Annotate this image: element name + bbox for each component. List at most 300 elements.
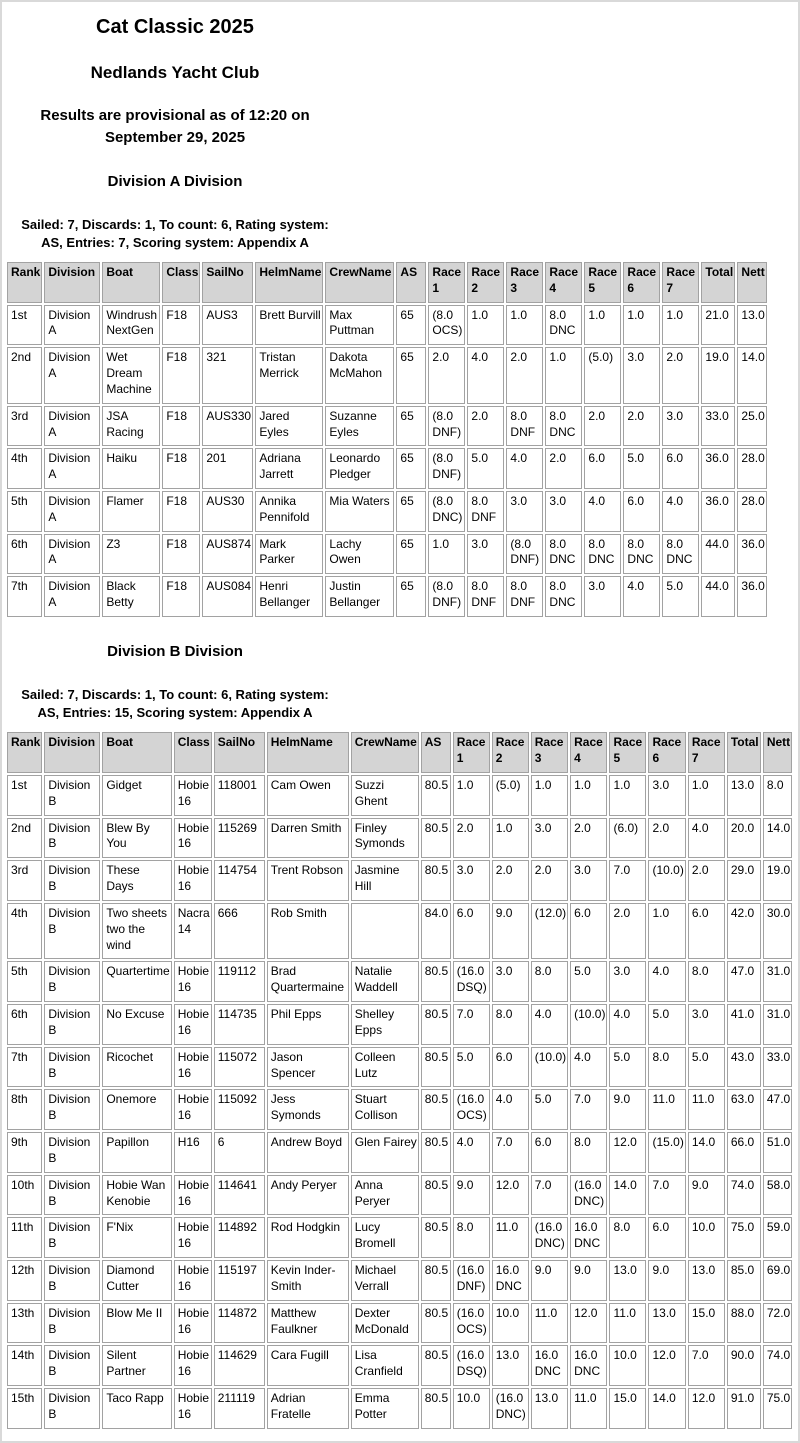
table-row: [7, 1175, 792, 1216]
cell-race-2: 2.0: [467, 406, 504, 447]
cell-race-2: 2.0: [492, 860, 529, 901]
cell-rank: 5th: [7, 961, 42, 1002]
cell-race-3: 1.0: [506, 305, 543, 346]
cell-as: 65: [396, 305, 426, 346]
cell-sailno: AUS084: [202, 576, 253, 617]
column-header-crewname: CrewName: [351, 732, 419, 773]
cell-nett: 51.0: [763, 1132, 792, 1173]
cell-total: 42.0: [727, 903, 761, 959]
cell-race-6: 14.0: [648, 1388, 685, 1429]
cell-as: 80.5: [421, 1089, 451, 1130]
cell-race-1: (16.0 DNF): [453, 1260, 490, 1301]
table-row: [7, 347, 767, 403]
cell-nett: 58.0: [763, 1175, 792, 1216]
cell-rank: 10th: [7, 1175, 42, 1216]
cell-rank: 11th: [7, 1217, 42, 1258]
cell-class: F18: [162, 448, 200, 489]
cell-race-4: 4.0: [570, 1047, 607, 1088]
column-header-total: Total: [701, 262, 735, 303]
cell-race-7: 15.0: [688, 1303, 725, 1344]
cell-boat: Ricochet: [102, 1047, 171, 1088]
cell-race-1: 10.0: [453, 1388, 490, 1429]
cell-sailno: AUS330: [202, 406, 253, 447]
cell-helmname: Jess Symonds: [267, 1089, 349, 1130]
cell-crewname: Suzzi Ghent: [351, 775, 419, 816]
cell-rank: 4th: [7, 448, 42, 489]
cell-nett: 69.0: [763, 1260, 792, 1301]
cell-as: 80.5: [421, 1303, 451, 1344]
cell-division: Division B: [44, 1004, 100, 1045]
cell-boat: JSA Racing: [102, 406, 160, 447]
column-header-race-3: Race 3: [506, 262, 543, 303]
cell-total: 44.0: [701, 576, 735, 617]
cell-nett: 25.0: [737, 406, 766, 447]
cell-race-4: 6.0: [570, 903, 607, 959]
cell-sailno: AUS3: [202, 305, 253, 346]
cell-boat: Blow Me II: [102, 1303, 171, 1344]
cell-race-3: (8.0 DNF): [506, 534, 543, 575]
cell-race-3: 8.0 DNF: [506, 576, 543, 617]
table-row: [7, 491, 767, 532]
cell-division: Division B: [44, 1303, 100, 1344]
cell-race-3: 4.0: [506, 448, 543, 489]
cell-race-6: 6.0: [648, 1217, 685, 1258]
cell-race-1: (16.0 OCS): [453, 1303, 490, 1344]
cell-rank: 1st: [7, 305, 42, 346]
cell-nett: 14.0: [737, 347, 766, 403]
cell-race-4: 3.0: [545, 491, 582, 532]
cell-race-4: 8.0: [570, 1132, 607, 1173]
table-row: [7, 1132, 792, 1173]
cell-race-6: 6.0: [623, 491, 660, 532]
cell-as: 65: [396, 534, 426, 575]
cell-sailno: 114754: [214, 860, 265, 901]
cell-race-3: 8.0 DNF: [506, 406, 543, 447]
cell-boat: These Days: [102, 860, 171, 901]
cell-race-2: 5.0: [467, 448, 504, 489]
cell-race-4: 8.0 DNC: [545, 305, 582, 346]
column-header-race-7: Race 7: [688, 732, 725, 773]
cell-as: 80.5: [421, 818, 451, 859]
cell-total: 63.0: [727, 1089, 761, 1130]
column-header-total: Total: [727, 732, 761, 773]
cell-race-4: 16.0 DNC: [570, 1345, 607, 1386]
cell-boat: Wet Dream Machine: [102, 347, 160, 403]
cell-race-5: 8.0: [609, 1217, 646, 1258]
cell-boat: Onemore: [102, 1089, 171, 1130]
cell-race-2: 4.0: [492, 1089, 529, 1130]
column-header-division: Division: [44, 732, 100, 773]
cell-nett: 8.0: [763, 775, 792, 816]
division-a-section: [5, 173, 795, 619]
column-header-nett: Nett: [763, 732, 792, 773]
cell-as: 65: [396, 448, 426, 489]
cell-race-2: 10.0: [492, 1303, 529, 1344]
cell-race-4: 1.0: [570, 775, 607, 816]
cell-nett: 75.0: [763, 1388, 792, 1429]
cell-as: 80.5: [421, 1132, 451, 1173]
cell-race-1: 6.0: [453, 903, 490, 959]
cell-race-6: 4.0: [623, 576, 660, 617]
cell-race-4: 1.0: [545, 347, 582, 403]
cell-division: Division B: [44, 1345, 100, 1386]
cell-class: Hobie 16: [174, 775, 212, 816]
column-header-crewname: CrewName: [325, 262, 394, 303]
cell-race-7: 6.0: [662, 448, 699, 489]
cell-helmname: Darren Smith: [267, 818, 349, 859]
cell-division: Division B: [44, 818, 100, 859]
cell-total: 43.0: [727, 1047, 761, 1088]
cell-nett: 36.0: [737, 576, 766, 617]
cell-sailno: 118001: [214, 775, 265, 816]
cell-as: 80.5: [421, 1345, 451, 1386]
cell-race-5: 2.0: [609, 903, 646, 959]
cell-race-5: 9.0: [609, 1089, 646, 1130]
cell-sailno: 666: [214, 903, 265, 959]
table-row: [7, 775, 792, 816]
cell-race-5: 7.0: [609, 860, 646, 901]
cell-division: Division A: [44, 491, 100, 532]
cell-helmname: Tristan Merrick: [255, 347, 323, 403]
cell-race-1: (8.0 OCS): [428, 305, 465, 346]
cell-boat: Two sheets two the wind: [102, 903, 171, 959]
table-row: [7, 1303, 792, 1344]
cell-race-1: 3.0: [453, 860, 490, 901]
table-row: [7, 576, 767, 617]
cell-total: 36.0: [701, 448, 735, 489]
cell-class: F18: [162, 576, 200, 617]
cell-rank: 9th: [7, 1132, 42, 1173]
cell-nett: 31.0: [763, 961, 792, 1002]
cell-race-5: 1.0: [609, 775, 646, 816]
cell-crewname: Dexter McDonald: [351, 1303, 419, 1344]
cell-crewname: Max Puttman: [325, 305, 394, 346]
cell-total: 19.0: [701, 347, 735, 403]
cell-class: F18: [162, 406, 200, 447]
cell-race-2: 8.0 DNF: [467, 491, 504, 532]
cell-class: Hobie 16: [174, 1217, 212, 1258]
cell-division: Division B: [44, 1260, 100, 1301]
cell-nett: 72.0: [763, 1303, 792, 1344]
cell-boat: Hobie Wan Kenobie: [102, 1175, 171, 1216]
cell-race-6: (10.0): [648, 860, 685, 901]
cell-race-5: 15.0: [609, 1388, 646, 1429]
cell-division: Division A: [44, 534, 100, 575]
column-header-race-1: Race 1: [453, 732, 490, 773]
cell-race-2: (16.0 DNC): [492, 1388, 529, 1429]
column-header-as: AS: [396, 262, 426, 303]
cell-race-7: 9.0: [688, 1175, 725, 1216]
cell-crewname: Leonardo Pledger: [325, 448, 394, 489]
cell-nett: 28.0: [737, 448, 766, 489]
cell-crewname: Emma Potter: [351, 1388, 419, 1429]
cell-race-7: 3.0: [662, 406, 699, 447]
cell-crewname: Anna Peryer: [351, 1175, 419, 1216]
cell-race-6: 9.0: [648, 1260, 685, 1301]
cell-rank: 8th: [7, 1089, 42, 1130]
cell-as: 65: [396, 491, 426, 532]
cell-total: 47.0: [727, 961, 761, 1002]
cell-race-7: 13.0: [688, 1260, 725, 1301]
cell-class: F18: [162, 534, 200, 575]
cell-sailno: 115269: [214, 818, 265, 859]
cell-race-7: 7.0: [688, 1345, 725, 1386]
table-row: [7, 1089, 792, 1130]
cell-sailno: 114872: [214, 1303, 265, 1344]
cell-class: Hobie 16: [174, 1303, 212, 1344]
cell-division: Division A: [44, 305, 100, 346]
cell-race-6: 4.0: [648, 961, 685, 1002]
cell-race-4: (10.0): [570, 1004, 607, 1045]
cell-as: 65: [396, 576, 426, 617]
cell-sailno: 321: [202, 347, 253, 403]
cell-sailno: 201: [202, 448, 253, 489]
cell-race-2: 16.0 DNC: [492, 1260, 529, 1301]
cell-helmname: Brett Burvill: [255, 305, 323, 346]
column-header-race-3: Race 3: [531, 732, 568, 773]
cell-rank: 6th: [7, 534, 42, 575]
table-row: [7, 818, 792, 859]
cell-sailno: 114641: [214, 1175, 265, 1216]
cell-race-3: 1.0: [531, 775, 568, 816]
cell-race-4: 11.0: [570, 1388, 607, 1429]
cell-helmname: Matthew Faulkner: [267, 1303, 349, 1344]
cell-race-5: 6.0: [584, 448, 621, 489]
cell-race-5: (5.0): [584, 347, 621, 403]
cell-race-7: 5.0: [662, 576, 699, 617]
cell-race-5: 13.0: [609, 1260, 646, 1301]
cell-nett: 13.0: [737, 305, 766, 346]
column-header-race-2: Race 2: [492, 732, 529, 773]
cell-race-6: 5.0: [623, 448, 660, 489]
cell-boat: Papillon: [102, 1132, 171, 1173]
cell-crewname: Lucy Bromell: [351, 1217, 419, 1258]
cell-race-4: 8.0 DNC: [545, 576, 582, 617]
cell-race-7: 12.0: [688, 1388, 725, 1429]
column-header-race-4: Race 4: [545, 262, 582, 303]
cell-rank: 3rd: [7, 860, 42, 901]
cell-crewname: Finley Symonds: [351, 818, 419, 859]
cell-helmname: Adriana Jarrett: [255, 448, 323, 489]
column-header-race-5: Race 5: [584, 262, 621, 303]
cell-race-5: 5.0: [609, 1047, 646, 1088]
cell-total: 41.0: [727, 1004, 761, 1045]
cell-division: Division B: [44, 1089, 100, 1130]
cell-division: Division B: [44, 1388, 100, 1429]
cell-total: 90.0: [727, 1345, 761, 1386]
cell-helmname: Cam Owen: [267, 775, 349, 816]
cell-division: Division B: [44, 775, 100, 816]
cell-race-6: (15.0): [648, 1132, 685, 1173]
cell-race-2: 11.0: [492, 1217, 529, 1258]
cell-class: Hobie 16: [174, 818, 212, 859]
column-header-sailno: SailNo: [214, 732, 265, 773]
cell-race-6: 1.0: [623, 305, 660, 346]
cell-crewname: Shelley Epps: [351, 1004, 419, 1045]
cell-race-6: 5.0: [648, 1004, 685, 1045]
cell-race-2: (5.0): [492, 775, 529, 816]
cell-race-4: 12.0: [570, 1303, 607, 1344]
cell-total: 13.0: [727, 775, 761, 816]
cell-crewname: Dakota McMahon: [325, 347, 394, 403]
cell-race-3: 7.0: [531, 1175, 568, 1216]
cell-boat: Flamer: [102, 491, 160, 532]
cell-race-7: 8.0: [688, 961, 725, 1002]
club-name: Nedlands Yacht Club: [90, 63, 260, 82]
column-header-race-5: Race 5: [609, 732, 646, 773]
cell-as: 80.5: [421, 1388, 451, 1429]
cell-race-7: 4.0: [688, 818, 725, 859]
cell-race-2: 3.0: [492, 961, 529, 1002]
cell-boat: Z3: [102, 534, 160, 575]
cell-crewname: [351, 903, 419, 959]
cell-as: 80.5: [421, 1047, 451, 1088]
cell-race-3: (12.0): [531, 903, 568, 959]
cell-helmname: Cara Fugill: [267, 1345, 349, 1386]
cell-helmname: Henri Bellanger: [255, 576, 323, 617]
cell-crewname: Colleen Lutz: [351, 1047, 419, 1088]
cell-race-6: 11.0: [648, 1089, 685, 1130]
cell-helmname: Annika Pennifold: [255, 491, 323, 532]
cell-race-1: 4.0: [453, 1132, 490, 1173]
cell-crewname: Mia Waters: [325, 491, 394, 532]
cell-crewname: Stuart Collison: [351, 1089, 419, 1130]
cell-race-6: 12.0: [648, 1345, 685, 1386]
cell-race-7: 2.0: [662, 347, 699, 403]
cell-total: 21.0: [701, 305, 735, 346]
column-header-sailno: SailNo: [202, 262, 253, 303]
cell-class: Hobie 16: [174, 1004, 212, 1045]
cell-class: Hobie 16: [174, 1260, 212, 1301]
cell-nett: 47.0: [763, 1089, 792, 1130]
column-header-race-6: Race 6: [648, 732, 685, 773]
cell-race-4: 3.0: [570, 860, 607, 901]
column-header-as: AS: [421, 732, 451, 773]
cell-crewname: Suzanne Eyles: [325, 406, 394, 447]
column-header-boat: Boat: [102, 262, 160, 303]
column-header-rank: Rank: [7, 262, 42, 303]
column-header-class: Class: [162, 262, 200, 303]
cell-sailno: 114892: [214, 1217, 265, 1258]
cell-total: 85.0: [727, 1260, 761, 1301]
cell-race-7: 2.0: [688, 860, 725, 901]
cell-division: Division B: [44, 1217, 100, 1258]
cell-race-7: 1.0: [662, 305, 699, 346]
table-row: [7, 1217, 792, 1258]
cell-race-3: (16.0 DNC): [531, 1217, 568, 1258]
provisional-note-line: Results are provisional as of 12:20 on: [40, 107, 310, 124]
cell-race-6: 8.0: [648, 1047, 685, 1088]
cell-nett: 30.0: [763, 903, 792, 959]
cell-race-2: 4.0: [467, 347, 504, 403]
cell-as: 65: [396, 347, 426, 403]
cell-rank: 15th: [7, 1388, 42, 1429]
cell-race-6: 2.0: [623, 406, 660, 447]
header-row: [7, 732, 792, 773]
cell-rank: 1st: [7, 775, 42, 816]
cell-division: Division A: [44, 406, 100, 447]
division-a-results-table: [5, 260, 769, 619]
cell-race-2: 7.0: [492, 1132, 529, 1173]
table-row: [7, 1260, 792, 1301]
cell-race-5: 11.0: [609, 1303, 646, 1344]
cell-total: 44.0: [701, 534, 735, 575]
cell-total: 29.0: [727, 860, 761, 901]
cell-class: Hobie 16: [174, 1388, 212, 1429]
cell-helmname: Brad Quartermaine: [267, 961, 349, 1002]
cell-race-3: 2.0: [506, 347, 543, 403]
table-row: [7, 860, 792, 901]
cell-race-1: 2.0: [428, 347, 465, 403]
cell-division: Division B: [44, 1132, 100, 1173]
cell-race-7: 1.0: [688, 775, 725, 816]
cell-as: 65: [396, 406, 426, 447]
cell-boat: Taco Rapp: [102, 1388, 171, 1429]
cell-helmname: Trent Robson: [267, 860, 349, 901]
cell-race-2: 1.0: [467, 305, 504, 346]
cell-nett: 36.0: [737, 534, 766, 575]
cell-race-7: 14.0: [688, 1132, 725, 1173]
cell-race-4: 7.0: [570, 1089, 607, 1130]
cell-race-3: 9.0: [531, 1260, 568, 1301]
cell-crewname: Natalie Waddell: [351, 961, 419, 1002]
table-row: [7, 406, 767, 447]
series-summary-line: AS, Entries: 7, Scoring system: Appendix A: [41, 234, 309, 250]
cell-as: 84.0: [421, 903, 451, 959]
cell-race-7: 8.0 DNC: [662, 534, 699, 575]
cell-nett: 31.0: [763, 1004, 792, 1045]
table-row: [7, 534, 767, 575]
cell-helmname: Adrian Fratelle: [267, 1388, 349, 1429]
cell-rank: 13th: [7, 1303, 42, 1344]
cell-race-6: 2.0: [648, 818, 685, 859]
table-row: [7, 1345, 792, 1386]
cell-total: 74.0: [727, 1175, 761, 1216]
cell-race-1: 1.0: [453, 775, 490, 816]
cell-boat: Haiku: [102, 448, 160, 489]
cell-division: Division B: [44, 860, 100, 901]
cell-class: Hobie 16: [174, 961, 212, 1002]
cell-as: 80.5: [421, 961, 451, 1002]
cell-boat: Windrush NextGen: [102, 305, 160, 346]
cell-race-6: 7.0: [648, 1175, 685, 1216]
cell-sailno: 114735: [214, 1004, 265, 1045]
cell-helmname: Phil Epps: [267, 1004, 349, 1045]
cell-division: Division A: [44, 448, 100, 489]
cell-class: H16: [174, 1132, 212, 1173]
cell-race-7: 3.0: [688, 1004, 725, 1045]
cell-crewname: Jasmine Hill: [351, 860, 419, 901]
cell-race-4: 16.0 DNC: [570, 1217, 607, 1258]
cell-rank: 3rd: [7, 406, 42, 447]
cell-race-5: 3.0: [584, 576, 621, 617]
cell-race-3: 4.0: [531, 1004, 568, 1045]
cell-race-5: 14.0: [609, 1175, 646, 1216]
table-row: [7, 961, 792, 1002]
cell-race-5: (6.0): [609, 818, 646, 859]
cell-helmname: Andy Peryer: [267, 1175, 349, 1216]
cell-class: Nacra 14: [174, 903, 212, 959]
cell-helmname: Mark Parker: [255, 534, 323, 575]
cell-race-2: 12.0: [492, 1175, 529, 1216]
cell-race-5: 8.0 DNC: [584, 534, 621, 575]
column-header-race-4: Race 4: [570, 732, 607, 773]
cell-crewname: Michael Verrall: [351, 1260, 419, 1301]
cell-helmname: Rod Hodgkin: [267, 1217, 349, 1258]
cell-race-2: 8.0: [492, 1004, 529, 1045]
cell-crewname: Glen Fairey: [351, 1132, 419, 1173]
cell-race-6: 8.0 DNC: [623, 534, 660, 575]
